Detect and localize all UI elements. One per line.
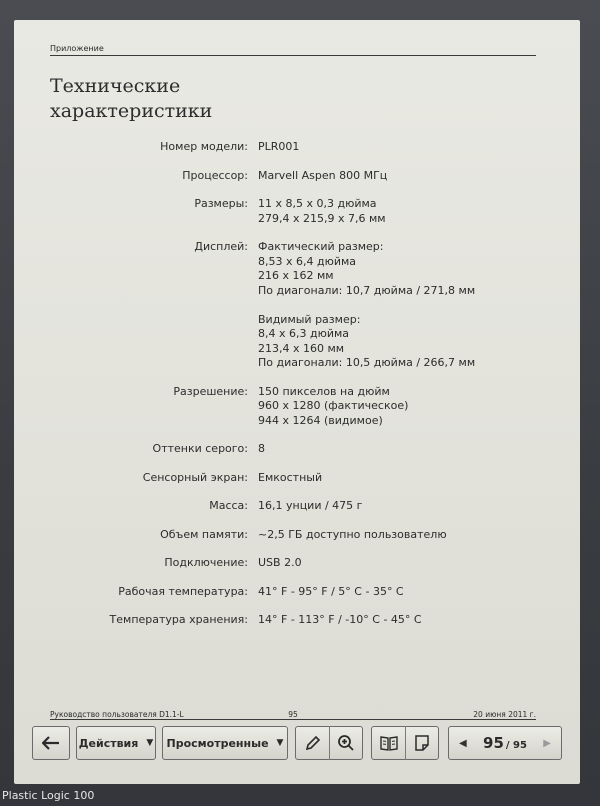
spec-label: Разрешение: (173, 384, 248, 398)
page-title-line: характеристики (50, 100, 213, 122)
spec-gap (50, 485, 550, 499)
spec-gap (50, 542, 550, 556)
spec-value-line: Емкостный (258, 470, 323, 484)
next-page-button[interactable]: ▶ (543, 737, 551, 749)
spec-label: Дисплей: (194, 240, 248, 253)
spec-value-line: USB 2.0 (258, 556, 302, 569)
spec-gap (50, 155, 550, 169)
book-icon (380, 735, 398, 751)
zoom-button[interactable] (329, 727, 362, 759)
section-label: Приложение (50, 44, 104, 53)
spec-value (258, 499, 550, 514)
spec-label: Размеры: (194, 197, 248, 210)
spec-value-line: Видимый размер: (258, 312, 361, 326)
spec-value-line: 960 x 1280 (фактическое) (258, 399, 409, 412)
spec-value (258, 240, 550, 371)
spec-row (50, 499, 550, 514)
reader-toolbar (14, 722, 580, 782)
spec-value-line: По диагонали: 10,5 дюйма / 266,7 мм (258, 356, 476, 369)
spec-value-line: Marvell Aspen 800 МГц (258, 168, 388, 182)
page-title (50, 74, 350, 124)
spec-value-line: 11 x 8,5 x 0,3 дюйма (258, 197, 377, 210)
pen-icon (305, 735, 321, 751)
spec-value-line: 150 пикселов на дюйм (258, 384, 390, 398)
spec-value-line: По диагонали: 10,7 дюйма / 271,8 мм (258, 283, 476, 297)
view-divider (405, 726, 406, 760)
spec-label: Подключение: (164, 556, 248, 569)
spec-row (50, 240, 550, 371)
spec-value (258, 471, 550, 486)
spec-row (50, 613, 550, 628)
actions-dropdown[interactable] (76, 726, 156, 760)
spec-value (258, 556, 550, 571)
spec-value (258, 169, 550, 184)
spec-value-line: 41° F - 95° F / 5° C - 35° C (258, 584, 404, 598)
page-navigator (448, 726, 562, 760)
back-button[interactable] (32, 726, 70, 760)
book-button[interactable] (372, 727, 405, 759)
spec-value-line: 279,4 x 215,9 x 7,6 мм (258, 211, 386, 225)
spec-label: Температура хранения: (109, 613, 248, 626)
spec-value (258, 442, 550, 457)
spec-gap (50, 457, 550, 471)
spec-label: Объем памяти: (160, 527, 248, 541)
dropdown-arrow-icon: ▼ (146, 738, 154, 748)
current-page: 95 (483, 734, 504, 752)
footer-date: 20 июня 2011 г. (473, 710, 536, 719)
viewed-label: Просмотренные (166, 736, 269, 750)
spec-gap (50, 599, 550, 613)
spec-value-line: ~2,5 ГБ доступно пользователю (258, 527, 447, 541)
spec-value-line: 213,4 x 160 мм (258, 341, 345, 355)
spec-label: Оттенки серого: (152, 442, 248, 455)
spec-value-line: Фактический размер: (258, 240, 384, 253)
spec-row (50, 471, 550, 486)
spec-value-line: 8,53 x 6,4 дюйма (258, 254, 357, 268)
total-pages: / 95 (505, 740, 527, 751)
spec-gap (50, 183, 550, 197)
spec-value-line: 16,1 унции / 475 г (258, 499, 363, 512)
spec-value-line: 8 (258, 442, 265, 455)
page-icon (415, 735, 429, 751)
spec-row (50, 442, 550, 457)
spec-gap (50, 514, 550, 528)
spec-label: Номер модели: (160, 140, 248, 153)
prev-page-button[interactable]: ◀ (459, 737, 467, 749)
page-button[interactable] (405, 727, 438, 759)
spec-value (258, 528, 550, 543)
spec-gap (50, 371, 550, 385)
actions-label: Действия (78, 736, 139, 750)
spec-value-line (258, 298, 550, 313)
spec-gap (50, 571, 550, 585)
spec-label: Процессор: (182, 168, 248, 182)
device-brand-label: Plastic Logic 100 (2, 789, 95, 802)
footer-rule (50, 719, 536, 720)
arrow-left-icon (42, 736, 60, 750)
e-reader-screen (14, 20, 580, 784)
pen-button[interactable] (296, 727, 329, 759)
spec-value (258, 140, 550, 155)
header-rule (50, 55, 536, 56)
footer-manual-name: Руководство пользователя D1.1-L (50, 710, 184, 719)
spec-gap (50, 226, 550, 240)
spec-row (50, 385, 550, 429)
spec-value-line: 216 x 162 мм (258, 269, 334, 282)
spec-value-line: 14° F - 113° F / -10° C - 45° C (258, 613, 422, 626)
spec-row (50, 528, 550, 543)
spec-label: Рабочая температура: (118, 584, 248, 598)
footer-page-number: 95 (288, 710, 298, 719)
spec-table (50, 140, 550, 628)
spec-row (50, 169, 550, 184)
spec-value (258, 585, 550, 600)
spec-value (258, 197, 550, 226)
spec-value-line: PLR001 (258, 140, 300, 153)
zoom-in-icon (337, 734, 355, 752)
spec-label: Сенсорный экран: (142, 470, 248, 484)
spec-gap (50, 428, 550, 442)
viewed-dropdown[interactable] (162, 726, 288, 760)
spec-row (50, 585, 550, 600)
spec-value-line: 8,4 x 6,3 дюйма (258, 327, 350, 340)
page-title-line: Технические (50, 75, 181, 97)
spec-row (50, 140, 550, 155)
spec-value-line: 944 x 1264 (видимое) (258, 413, 383, 427)
spec-value (258, 385, 550, 429)
spec-value (258, 613, 550, 628)
spec-row (50, 197, 550, 226)
spec-row (50, 556, 550, 571)
page-indicator (483, 734, 527, 752)
tool-divider (329, 726, 330, 760)
dropdown-arrow-icon: ▼ (276, 738, 284, 748)
spec-label: Масса: (209, 499, 248, 512)
